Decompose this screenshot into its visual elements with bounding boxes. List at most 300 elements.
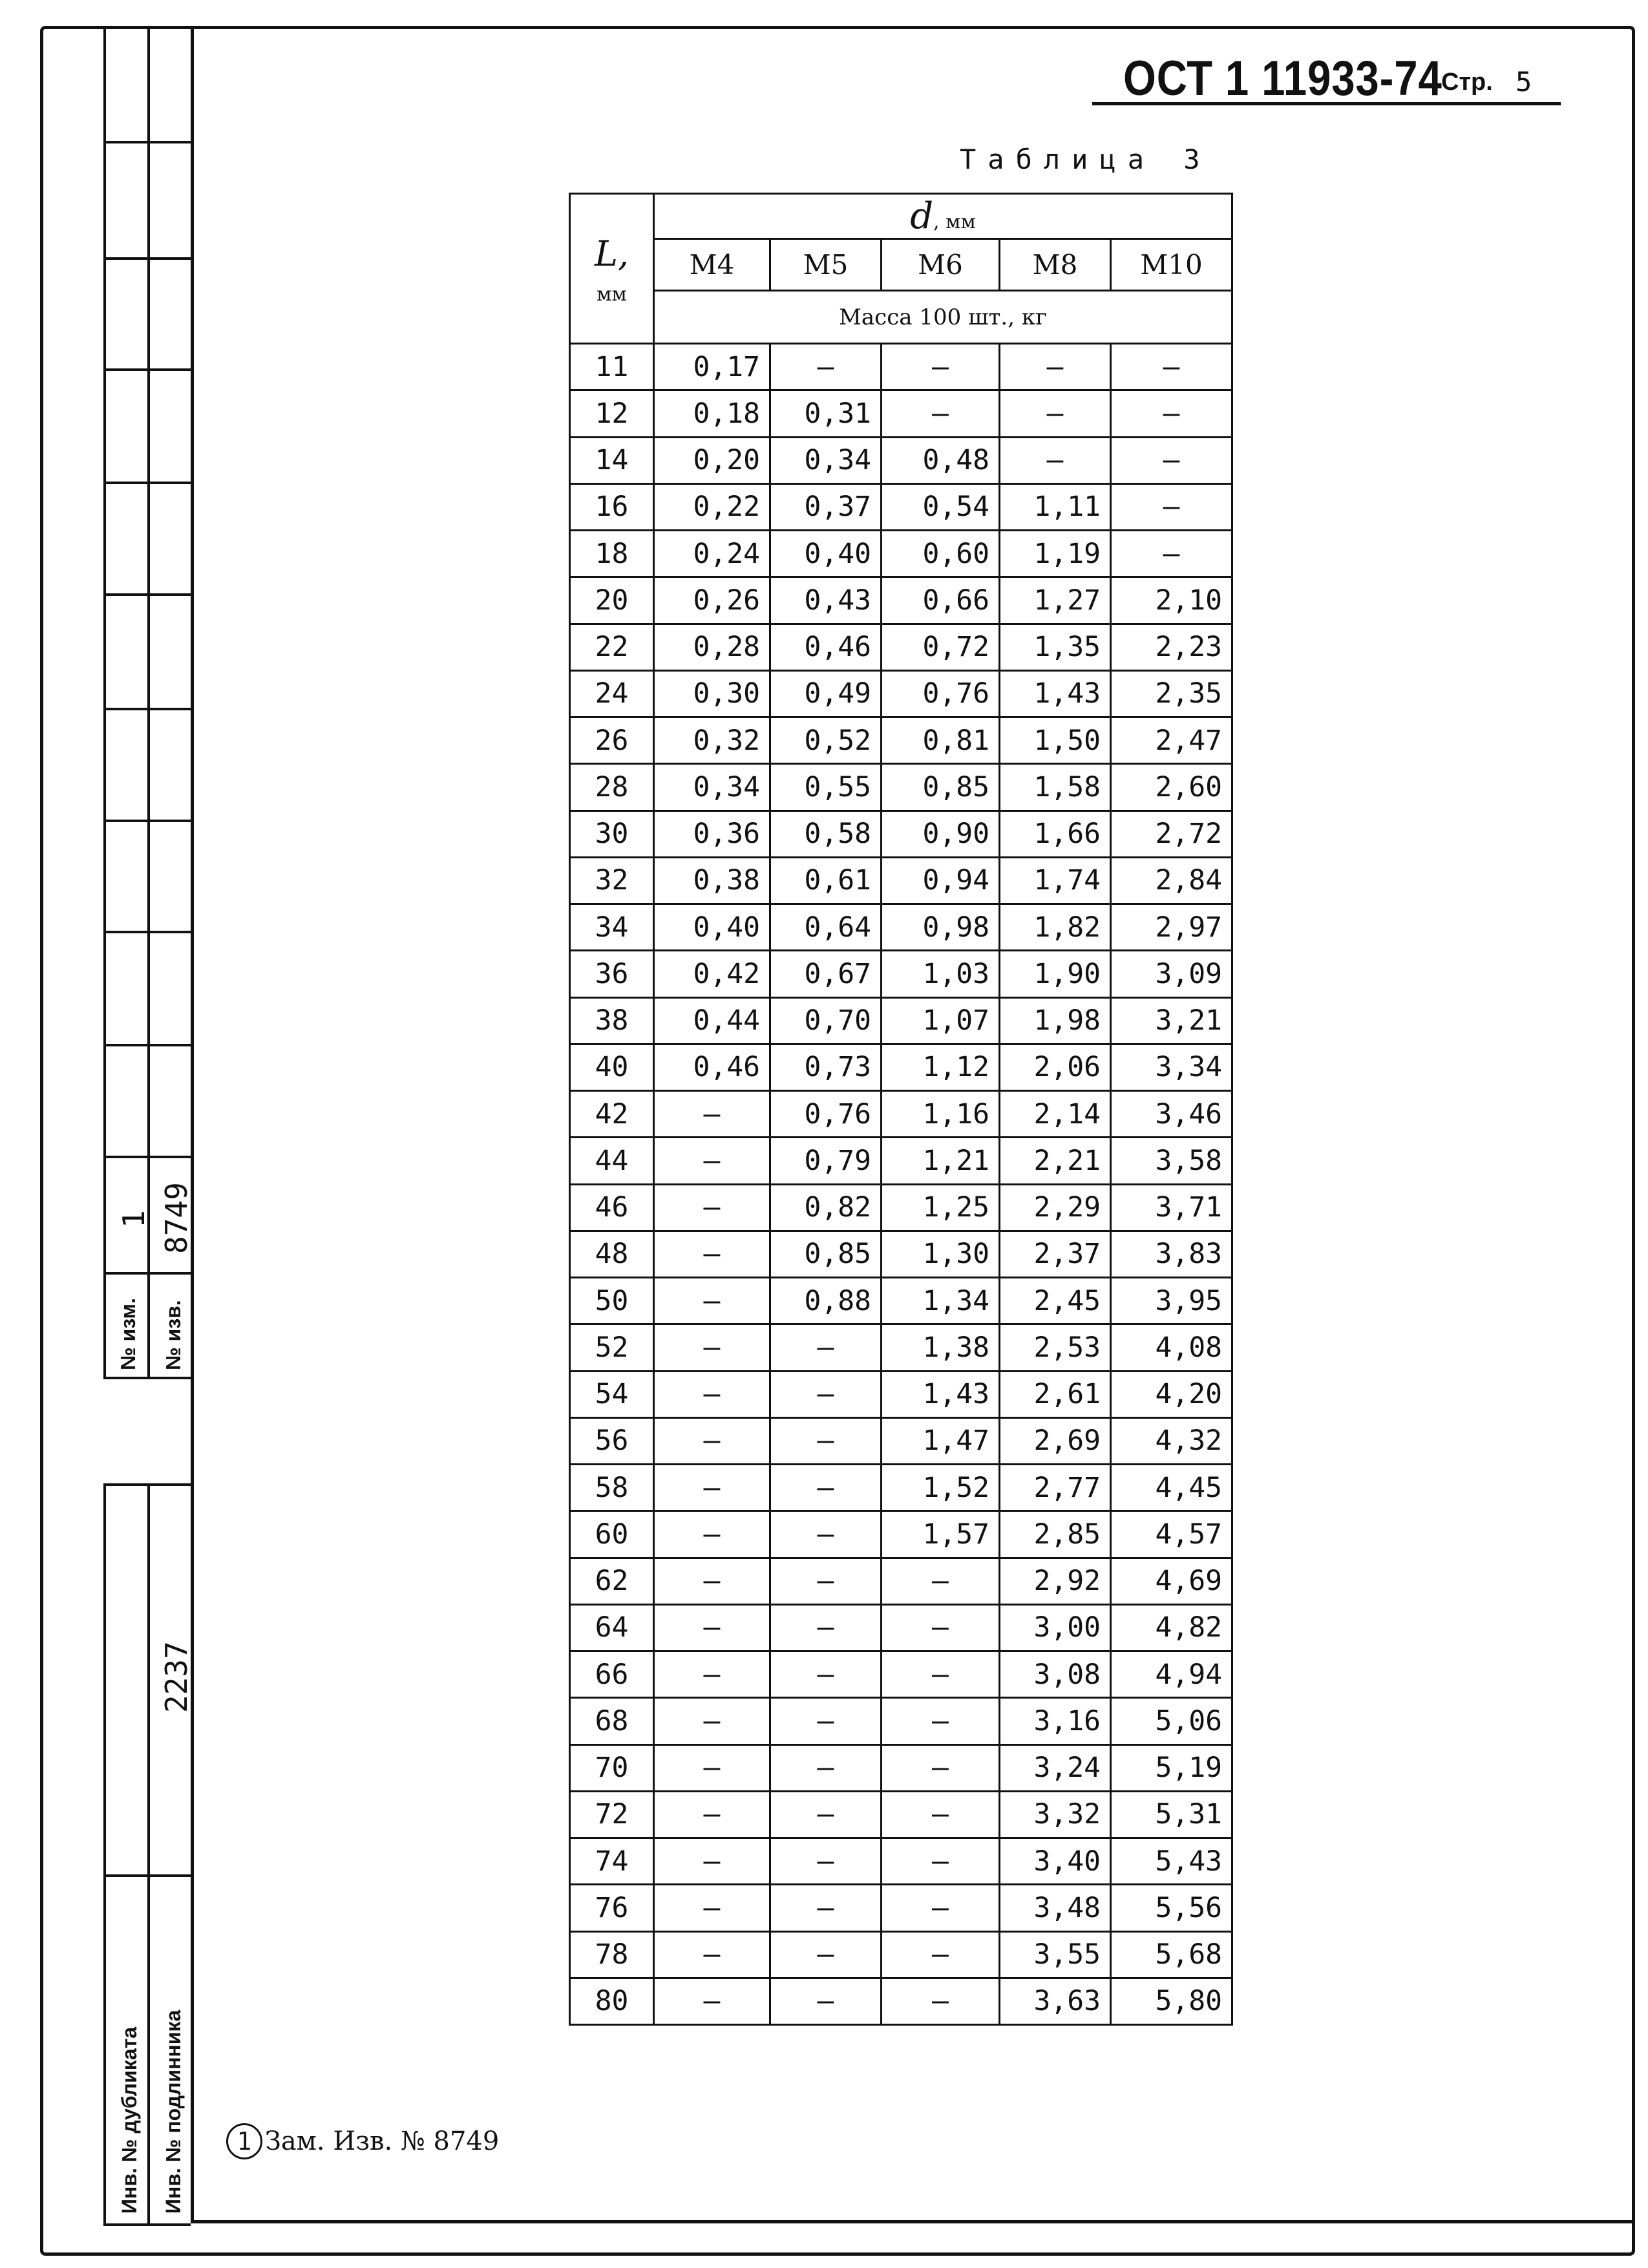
length-cell: 42 <box>570 1091 654 1138</box>
table-row <box>570 1324 1232 1371</box>
mass-cell: 0,81 <box>882 717 1000 764</box>
length-cell: 58 <box>570 1465 654 1511</box>
strip-divider <box>103 1272 191 1275</box>
mass-cell: 2,10 <box>1111 577 1232 624</box>
change-number-label: № изм. <box>116 1298 140 1370</box>
table-row <box>570 483 1232 530</box>
mass-cell: 0,52 <box>770 717 882 764</box>
strip-divider <box>103 482 191 484</box>
mass-cell: 2,85 <box>1000 1511 1111 1558</box>
length-cell: 28 <box>570 764 654 811</box>
mass-cell: – <box>654 1184 770 1231</box>
length-cell: 60 <box>570 1511 654 1558</box>
mass-cell: 3,58 <box>1111 1138 1232 1184</box>
strip-divider <box>103 820 191 822</box>
table-row <box>570 1791 1232 1838</box>
mass-cell: – <box>1000 390 1111 437</box>
mass-cell: 2,37 <box>1000 1231 1111 1277</box>
size-header: М6 <box>882 239 1000 291</box>
mass-cell: 0,55 <box>770 764 882 811</box>
length-cell: 34 <box>570 904 654 951</box>
notice-number-label: № изв. <box>162 1300 185 1370</box>
table-row <box>570 1744 1232 1791</box>
mass-cell: 1,58 <box>1000 764 1111 811</box>
strip-divider <box>103 593 191 596</box>
mass-cell: 2,14 <box>1000 1091 1111 1138</box>
mass-cell: – <box>654 1978 770 2024</box>
mass-cell: 5,80 <box>1111 1978 1232 2024</box>
length-cell: 12 <box>570 390 654 437</box>
mass-cell: 0,42 <box>654 951 770 997</box>
strip-divider <box>103 368 191 371</box>
mass-cell: – <box>882 1978 1000 2024</box>
mass-cell: 4,57 <box>1111 1511 1232 1558</box>
notice-number: 8749 <box>159 1182 194 1254</box>
length-cell: 56 <box>570 1417 654 1464</box>
table-row <box>570 1371 1232 1417</box>
mass-cell: – <box>654 1698 770 1744</box>
mass-cell: 2,45 <box>1000 1278 1111 1324</box>
mass-cell: – <box>654 1744 770 1791</box>
mass-cell: 0,76 <box>770 1091 882 1138</box>
table-row <box>570 1558 1232 1604</box>
table-row <box>570 811 1232 857</box>
mass-cell: – <box>882 344 1000 390</box>
mass-cell: 1,34 <box>882 1278 1000 1324</box>
mass-cell: – <box>770 1885 882 1931</box>
mass-cell: 2,53 <box>1000 1324 1111 1371</box>
mass-cell: – <box>770 1511 882 1558</box>
strip-outer-line-upper <box>103 26 106 1377</box>
mass-cell: – <box>882 1791 1000 1838</box>
mass-cell: – <box>770 1465 882 1511</box>
mass-cell: 2,84 <box>1111 857 1232 904</box>
mass-cell: 0,72 <box>882 624 1000 670</box>
mass-cell: 0,58 <box>770 811 882 857</box>
mass-cell: 1,57 <box>882 1511 1000 1558</box>
mass-cell: 1,82 <box>1000 904 1111 951</box>
table-row <box>570 390 1232 437</box>
mass-cell: 1,43 <box>1000 670 1111 717</box>
document-code: ОСТ 1 11933-74 <box>1123 51 1442 106</box>
mass-cell: – <box>882 1885 1000 1931</box>
mass-cell: 3,34 <box>1111 1044 1232 1090</box>
mass-cell: 4,94 <box>1111 1651 1232 1698</box>
mass-cell: – <box>654 1604 770 1651</box>
table-row <box>570 1091 1232 1138</box>
mass-cell: 5,56 <box>1111 1885 1232 1931</box>
mass-cell: – <box>654 1371 770 1417</box>
mass-cell: 1,21 <box>882 1138 1000 1184</box>
mass-cell: 1,98 <box>1000 997 1111 1044</box>
strip-divider <box>103 931 191 933</box>
length-cell: 78 <box>570 1931 654 1978</box>
mass-cell: – <box>654 1231 770 1277</box>
table-row <box>570 904 1232 951</box>
mass-cell: 0,79 <box>770 1138 882 1184</box>
mass-cell: – <box>654 1138 770 1184</box>
mass-cell: – <box>654 1558 770 1604</box>
strip-middle-line-lower <box>147 1483 150 2223</box>
mass-cell: 3,46 <box>1111 1091 1232 1138</box>
length-cell: 26 <box>570 717 654 764</box>
mass-cell: 0,31 <box>770 390 882 437</box>
mass-cell: 1,11 <box>1000 483 1111 530</box>
mass-cell: – <box>770 1651 882 1698</box>
table-row <box>570 577 1232 624</box>
mass-cell: – <box>1111 344 1232 390</box>
mass-cell: 2,29 <box>1000 1184 1111 1231</box>
mass-cell: 0,64 <box>770 904 882 951</box>
length-cell: 76 <box>570 1885 654 1931</box>
mass-cell: 5,68 <box>1111 1931 1232 1978</box>
mass-cell: 1,16 <box>882 1091 1000 1138</box>
table-row <box>570 951 1232 997</box>
mass-cell: – <box>770 1604 882 1651</box>
mass-cell: 1,47 <box>882 1417 1000 1464</box>
mass-cell: 0,90 <box>882 811 1000 857</box>
mass-cell: 3,83 <box>1111 1231 1232 1277</box>
mass-cell: – <box>1000 437 1111 483</box>
table-row <box>570 1184 1232 1231</box>
mass-cell: 4,32 <box>1111 1417 1232 1464</box>
size-header: М10 <box>1111 239 1232 291</box>
strip-divider <box>103 1377 191 1379</box>
length-cell: 22 <box>570 624 654 670</box>
mass-cell: – <box>882 1744 1000 1791</box>
mass-cell: – <box>882 1931 1000 1978</box>
table-row <box>570 1651 1232 1698</box>
mass-cell: 4,20 <box>1111 1371 1232 1417</box>
mass-cell: 1,90 <box>1000 951 1111 997</box>
header-rule <box>1092 102 1561 105</box>
length-cell: 40 <box>570 1044 654 1090</box>
mass-cell: 0,70 <box>770 997 882 1044</box>
table-row <box>570 437 1232 483</box>
size-header-row <box>570 239 1232 291</box>
mass-cell: 1,43 <box>882 1371 1000 1417</box>
length-cell: 14 <box>570 437 654 483</box>
strip-divider <box>103 257 191 260</box>
table-row <box>570 1838 1232 1885</box>
mass-cell: – <box>1111 483 1232 530</box>
mass-cell: 0,32 <box>654 717 770 764</box>
mass-cell: – <box>654 1278 770 1324</box>
mass-cell: 1,03 <box>882 951 1000 997</box>
mass-cell: 3,95 <box>1111 1278 1232 1324</box>
mass-cell: 0,61 <box>770 857 882 904</box>
mass-cell: 2,47 <box>1111 717 1232 764</box>
mass-cell: – <box>654 1791 770 1838</box>
table-row <box>570 764 1232 811</box>
mass-cell: 2,60 <box>1111 764 1232 811</box>
mass-cell: – <box>770 1791 882 1838</box>
mass-cell: – <box>770 1324 882 1371</box>
mass-cell: 1,12 <box>882 1044 1000 1090</box>
size-header: М5 <box>770 239 882 291</box>
table-row <box>570 1511 1232 1558</box>
mass-cell: 0,54 <box>882 483 1000 530</box>
length-header <box>570 194 654 344</box>
mass-cell: – <box>770 1978 882 2024</box>
mass-cell: – <box>770 1417 882 1464</box>
mass-cell: – <box>770 1371 882 1417</box>
mass-cell: 2,97 <box>1111 904 1232 951</box>
length-cell: 38 <box>570 997 654 1044</box>
table-row <box>570 1978 1232 2024</box>
strip-divider <box>103 141 191 143</box>
mass-cell: 0,38 <box>654 857 770 904</box>
mass-cell: 5,31 <box>1111 1791 1232 1838</box>
mass-cell: 0,66 <box>882 577 1000 624</box>
length-cell: 68 <box>570 1698 654 1744</box>
table-row <box>570 344 1232 390</box>
mass-cell: 0,43 <box>770 577 882 624</box>
mass-cell: 0,17 <box>654 344 770 390</box>
mass-cell: – <box>882 1838 1000 1885</box>
mass-cell: – <box>770 1558 882 1604</box>
mass-cell: – <box>770 1931 882 1978</box>
mass-cell: 0,22 <box>654 483 770 530</box>
mass-cell: 0,44 <box>654 997 770 1044</box>
mass-cell: 0,34 <box>654 764 770 811</box>
length-cell: 16 <box>570 483 654 530</box>
mass-cell: 2,06 <box>1000 1044 1111 1090</box>
diameter-unit: , мм <box>933 211 976 233</box>
mass-cell: – <box>654 1885 770 1931</box>
mass-cell: 1,74 <box>1000 857 1111 904</box>
mass-cell: 0,36 <box>654 811 770 857</box>
mass-cell: 1,25 <box>882 1184 1000 1231</box>
original-inventory-number: 2237 <box>159 1641 194 1713</box>
diameter-header <box>654 194 1232 239</box>
mass-cell: 0,88 <box>770 1278 882 1324</box>
table-row <box>570 857 1232 904</box>
mass-cell: 0,49 <box>770 670 882 717</box>
mass-cell: 1,27 <box>1000 577 1111 624</box>
footnote-text: Зам. Изв. № 8749 <box>265 2126 500 2156</box>
table-row <box>570 624 1232 670</box>
length-cell: 74 <box>570 1838 654 1885</box>
mass-cell: – <box>654 1091 770 1138</box>
table-row <box>570 1138 1232 1184</box>
table-row <box>570 1885 1232 1931</box>
mass-cell: – <box>770 1744 882 1791</box>
size-header: М8 <box>1000 239 1111 291</box>
size-header: М4 <box>654 239 770 291</box>
change-number: 1 <box>116 1210 151 1228</box>
page-number: 5 <box>1516 66 1532 98</box>
mass-cell: 3,24 <box>1000 1744 1111 1791</box>
strip-divider <box>103 1044 191 1046</box>
length-cell: 44 <box>570 1138 654 1184</box>
mass-cell: 5,19 <box>1111 1744 1232 1791</box>
length-cell: 20 <box>570 577 654 624</box>
mass-cell: 2,23 <box>1111 624 1232 670</box>
table-row <box>570 1044 1232 1090</box>
mass-cell: 3,32 <box>1000 1791 1111 1838</box>
length-cell: 70 <box>570 1744 654 1791</box>
table-row <box>570 997 1232 1044</box>
diameter-symbol: d <box>910 195 934 237</box>
mass-cell: 0,34 <box>770 437 882 483</box>
strip-divider <box>103 1874 191 1877</box>
mass-cell: 0,40 <box>654 904 770 951</box>
length-cell: 46 <box>570 1184 654 1231</box>
length-cell: 32 <box>570 857 654 904</box>
mass-cell: – <box>882 1698 1000 1744</box>
mass-cell: – <box>882 1604 1000 1651</box>
mass-cell: – <box>654 1417 770 1464</box>
mass-cell: 2,69 <box>1000 1417 1111 1464</box>
mass-cell: 1,35 <box>1000 624 1111 670</box>
length-cell: 54 <box>570 1371 654 1417</box>
mass-cell: – <box>654 1465 770 1511</box>
table-body <box>570 344 1232 2025</box>
mass-cell: 3,63 <box>1000 1978 1111 2024</box>
strip-outer-line-lower <box>103 1483 106 2223</box>
mass-cell: 0,73 <box>770 1044 882 1090</box>
strip-divider <box>103 708 191 710</box>
mass-cell: 3,55 <box>1000 1931 1111 1978</box>
mass-cell: 3,00 <box>1000 1604 1111 1651</box>
mass-cell: – <box>654 1651 770 1698</box>
mass-cell: 1,66 <box>1000 811 1111 857</box>
mass-cell: – <box>770 1698 882 1744</box>
length-symbol: L, <box>594 233 629 274</box>
mass-cell: 0,20 <box>654 437 770 483</box>
mass-cell: 5,43 <box>1111 1838 1232 1885</box>
mass-cell: – <box>770 1838 882 1885</box>
mass-cell: – <box>1111 437 1232 483</box>
length-cell: 18 <box>570 531 654 577</box>
strip-divider <box>103 1156 191 1158</box>
mass-cell: 4,69 <box>1111 1558 1232 1604</box>
mass-cell: 4,08 <box>1111 1324 1232 1371</box>
length-cell: 66 <box>570 1651 654 1698</box>
mass-cell: 3,08 <box>1000 1651 1111 1698</box>
length-unit: мм <box>597 283 627 306</box>
strip-divider <box>103 2223 191 2226</box>
length-cell: 64 <box>570 1604 654 1651</box>
mass-cell: 5,06 <box>1111 1698 1232 1744</box>
mass-cell: 0,24 <box>654 531 770 577</box>
change-footnote <box>226 2123 499 2159</box>
length-cell: 72 <box>570 1791 654 1838</box>
mass-cell: 1,38 <box>882 1324 1000 1371</box>
mass-cell: 3,40 <box>1000 1838 1111 1885</box>
mass-cell: – <box>654 1838 770 1885</box>
mass-cell: – <box>882 1558 1000 1604</box>
mass-cell: 0,40 <box>770 531 882 577</box>
mass-cell: – <box>1111 390 1232 437</box>
table-row <box>570 1417 1232 1464</box>
mass-cell: 1,07 <box>882 997 1000 1044</box>
mass-cell: 0,18 <box>654 390 770 437</box>
length-cell: 24 <box>570 670 654 717</box>
length-cell: 36 <box>570 951 654 997</box>
mass-cell: 3,09 <box>1111 951 1232 997</box>
table-row <box>570 1231 1232 1277</box>
mass-cell: – <box>1111 531 1232 577</box>
mass-cell: – <box>770 344 882 390</box>
mass-cell: 2,35 <box>1111 670 1232 717</box>
mass-cell: 0,98 <box>882 904 1000 951</box>
mass-cell: 0,46 <box>770 624 882 670</box>
mass-cell: – <box>654 1324 770 1371</box>
table-caption: Таблица 3 <box>960 143 1212 175</box>
mass-cell: 0,48 <box>882 437 1000 483</box>
mass-cell: 0,60 <box>882 531 1000 577</box>
mass-cell: 1,19 <box>1000 531 1111 577</box>
table-row <box>570 717 1232 764</box>
table-row <box>570 670 1232 717</box>
page-label: Стр. <box>1441 69 1493 96</box>
length-cell: 50 <box>570 1278 654 1324</box>
strip-middle-line-upper <box>147 26 150 1377</box>
length-cell: 52 <box>570 1324 654 1371</box>
length-cell: 11 <box>570 344 654 390</box>
length-cell: 48 <box>570 1231 654 1277</box>
mass-cell: 0,30 <box>654 670 770 717</box>
length-cell: 80 <box>570 1978 654 2024</box>
mass-cell: 0,67 <box>770 951 882 997</box>
mass-cell: 0,94 <box>882 857 1000 904</box>
mass-cell: 2,21 <box>1000 1138 1111 1184</box>
table-header <box>570 194 1232 344</box>
mass-cell: 1,50 <box>1000 717 1111 764</box>
mass-cell: – <box>882 390 1000 437</box>
mass-label: Масса 100 шт., кг <box>654 291 1232 344</box>
mass-cell: 0,85 <box>882 764 1000 811</box>
mass-cell: 2,72 <box>1111 811 1232 857</box>
mass-cell: 0,76 <box>882 670 1000 717</box>
change-mark: 1 <box>226 2123 262 2159</box>
mass-cell: 0,37 <box>770 483 882 530</box>
table-row <box>570 531 1232 577</box>
table-row <box>570 1278 1232 1324</box>
mass-cell: 2,92 <box>1000 1558 1111 1604</box>
mass-cell: 3,48 <box>1000 1885 1111 1931</box>
mass-cell: 1,52 <box>882 1465 1000 1511</box>
length-cell: 30 <box>570 811 654 857</box>
mass-cell: 4,82 <box>1111 1604 1232 1651</box>
mass-cell: 3,21 <box>1111 997 1232 1044</box>
mass-cell: 2,61 <box>1000 1371 1111 1417</box>
mass-cell: 0,85 <box>770 1231 882 1277</box>
original-inventory-label: Инв. № подлинника <box>162 2009 185 2214</box>
table-row <box>570 1931 1232 1978</box>
mass-cell: – <box>882 1651 1000 1698</box>
mass-cell: 3,16 <box>1000 1698 1111 1744</box>
mass-table <box>569 193 1233 2026</box>
mass-cell: 0,26 <box>654 577 770 624</box>
mass-cell: 0,82 <box>770 1184 882 1231</box>
duplicate-inventory-label: Инв. № дубликата <box>118 2026 141 2214</box>
mass-cell: 0,28 <box>654 624 770 670</box>
mass-cell: 1,30 <box>882 1231 1000 1277</box>
table-row <box>570 1604 1232 1651</box>
mass-cell: 3,71 <box>1111 1184 1232 1231</box>
table-row <box>570 1698 1232 1744</box>
mass-cell: – <box>654 1511 770 1558</box>
mass-cell: – <box>1000 344 1111 390</box>
mass-cell: 2,77 <box>1000 1465 1111 1511</box>
strip-divider <box>103 1483 191 1486</box>
table-row <box>570 1465 1232 1511</box>
mass-cell: 0,46 <box>654 1044 770 1090</box>
length-cell: 62 <box>570 1558 654 1604</box>
